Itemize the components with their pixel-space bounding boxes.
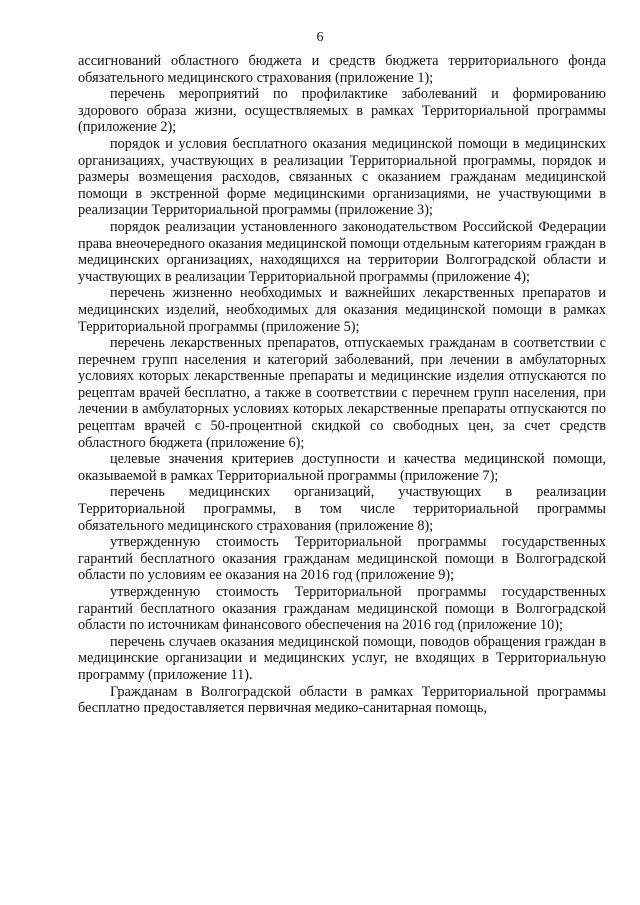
paragraph-primary-care: Гражданам в Волгоградской области в рамках Территориальной программы бесплатно предоставляется первичная медико-санитарная помощь,	[78, 683, 606, 717]
page-number: 6	[316, 30, 324, 45]
paragraph-excluded-cases: перечень случаев оказания медицинской помощи, поводов обращения граждан в медицинские организации и медицинских услуг, не входящих в Территориальную программу (приложение 11).	[78, 633, 606, 683]
document-body	[78, 53, 606, 717]
paragraph-essential-drugs: перечень жизненно необходимых и важнейших лекарственных препаратов и медицинских изделий, необходимых для оказания медицинской помощи в рамках Территориальной программы (приложение 5);	[78, 285, 606, 335]
paragraph-prevention-measures: перечень мероприятий по профилактике заболеваний и формированию здорового образа жизни, осуществляемых в рамках Территориальной программы (приложение 2);	[78, 86, 606, 136]
paragraph-cost-by-sources: утвержденную стоимость Территориальной программы государственных гарантий бесплатного оказания гражданам медицинской помощи в Волгоградской области по источникам финансового обеспечения на 2016 год (приложение 10);	[78, 584, 606, 634]
paragraph-target-criteria: целевые значения критериев доступности и качества медицинской помощи, оказываемой в рамках Территориальной программы (приложение 7);	[78, 451, 606, 484]
paragraph-medical-organizations: перечень медицинских организаций, участвующих в реализации Территориальной программы, в том числе территориальной программы обязательного медицинского страхования (приложение 8);	[78, 484, 606, 534]
paragraph-cost-by-conditions: утвержденную стоимость Территориальной программы государственных гарантий бесплатного оказания гражданам медицинской помощи в Волгоградской области по условиям ее оказания на 2016 год (приложение 9);	[78, 534, 606, 584]
paragraph-priority-care: порядок реализации установленного законодательством Российской Федерации права внеочередного оказания медицинской помощи отдельным категориям граждан в медицинских организациях, находящихся на территории Волгоградской области и участвующих в реализации Территориальной программы (приложение 4);	[78, 218, 606, 285]
paragraph-continuation: ассигнований областного бюджета и средств бюджета территориального фонда обязательного медицинского страхования (приложение 1);	[78, 53, 606, 86]
paragraph-dispensed-drugs: перечень лекарственных препаратов, отпускаемых гражданам в соответствии с перечнем групп населения и категорий заболеваний, при лечении в амбулаторных условиях которых лекарственные препараты и медицинские изделия отпускаются по рецептам врачей бесплатно, а также в соответствии с перечнем групп населения, при лечении в амбулаторных условиях которых лекарственные препараты отпускаются по рецептам врачей с 50-процентной скидкой со свободных цен, за счет средств областного бюджета (приложение 6);	[78, 335, 606, 451]
paragraph-free-care-conditions: порядок и условия бесплатного оказания медицинской помощи в медицинских организациях, участвующих в реализации Территориальной программы, порядок и размеры возмещения расходов, связанных с оказанием гражданам медицинской помощи в экстренной форме медицинскими организациями, не участвующими в реализации Территориальной программы (приложение 3);	[78, 135, 606, 219]
